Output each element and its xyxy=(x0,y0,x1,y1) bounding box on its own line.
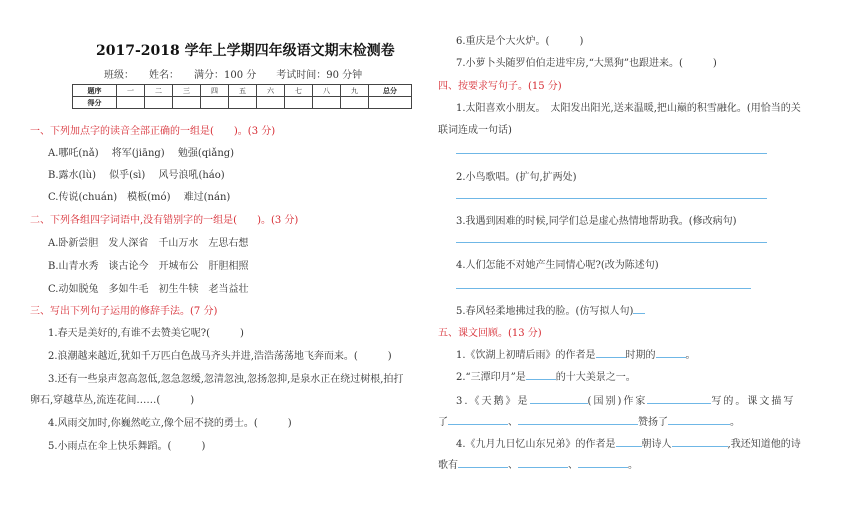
question-5-4-line2 xyxy=(438,456,638,471)
q5-2-text-b: 的十大美景之一。 xyxy=(555,372,636,383)
q5-4-text-e: 、 xyxy=(508,460,518,471)
score-total-label: 总分 xyxy=(369,85,412,97)
q5-1-text-b: 时期的 xyxy=(625,350,656,361)
score-cell[interactable] xyxy=(145,97,173,109)
answer-line-4-1[interactable] xyxy=(456,153,767,154)
option-1c: C.传说(chuán) 模板(mó) 难过(nán) xyxy=(48,192,231,203)
question-3-3-line2: 卵石,穿越草丛,流连花间……( ) xyxy=(30,395,195,406)
answer-blank-4-5[interactable] xyxy=(633,303,645,314)
q5-3-text-b: (国别)作家 xyxy=(587,396,648,407)
score-cell[interactable] xyxy=(201,97,229,109)
score-col: 三 xyxy=(173,85,201,97)
section-1-heading: 一、下列加点字的读音全部正确的一组是( )。(3 分) xyxy=(30,126,276,137)
question-5-4-line1 xyxy=(456,435,801,450)
score-col: 一 xyxy=(117,85,145,97)
q5-3-text-d: 了 xyxy=(438,417,448,428)
option-2b: B.山青水秀 谈古论今 开城布公 肝胆相照 xyxy=(48,261,249,272)
question-3-3-line1: 3.还有一些泉声忽高忽低,忽急忽缓,忽清忽浊,忽扬忽抑,是泉水正在绕过树根,拍打 xyxy=(48,374,404,385)
answer-blank[interactable] xyxy=(668,414,730,425)
q5-3-text-a: 3.《天鹅》是 xyxy=(456,396,530,407)
score-col: 六 xyxy=(257,85,285,97)
score-col: 九 xyxy=(341,85,369,97)
score-row-label: 得分 xyxy=(73,97,117,109)
answer-blank[interactable] xyxy=(596,347,626,358)
q5-4-text-a: 4.《九月九日忆山东兄弟》的作者是 xyxy=(456,439,616,450)
score-cell[interactable] xyxy=(173,97,201,109)
question-5-3-line1 xyxy=(456,392,795,407)
section-2-heading: 二、下列各组四字词语中,没有错别字的一组是( )。(3 分) xyxy=(30,215,299,226)
question-5-3-line2 xyxy=(438,413,740,428)
answer-blank[interactable] xyxy=(616,436,642,447)
score-col: 二 xyxy=(145,85,173,97)
answer-line-4-2[interactable] xyxy=(456,198,767,199)
question-4-3: 3.我遇到困难的时候,同学们总是虚心热情地帮助我。(修改病句) xyxy=(456,216,737,227)
answer-blank[interactable] xyxy=(518,414,638,425)
q5-3-text-f: 赞扬了 xyxy=(638,417,668,428)
q5-1-text-c: 。 xyxy=(685,350,696,361)
q5-3-text-c: 写的。课文描写 xyxy=(711,396,796,407)
score-col: 七 xyxy=(285,85,313,97)
q5-4-text-c: ,我还知道他的诗 xyxy=(727,439,801,450)
question-4-1-line2: 联词连成一句话) xyxy=(438,125,512,136)
question-4-5-text: 5.春风轻柔地拂过我的脸。(仿写拟人句) xyxy=(456,306,634,317)
score-cell[interactable] xyxy=(313,97,341,109)
question-5-2 xyxy=(456,368,636,383)
score-cell[interactable] xyxy=(285,97,313,109)
score-col: 四 xyxy=(201,85,229,97)
answer-blank[interactable] xyxy=(448,414,508,425)
score-table-label: 题序 xyxy=(73,85,117,97)
q5-3-text-e: 、 xyxy=(508,417,518,428)
q5-4-text-f: 、 xyxy=(568,460,578,471)
score-cell[interactable] xyxy=(257,97,285,109)
question-4-5 xyxy=(456,302,645,317)
section-5-heading: 五、课文回顾。(13 分) xyxy=(438,328,542,339)
score-table-score-row xyxy=(73,97,412,109)
q5-2-text-a: 2.“三潭印月”是 xyxy=(456,372,526,383)
question-4-4: 4.人们怎能不对她产生同情心呢?(改为陈述句) xyxy=(456,260,659,271)
q5-4-text-d: 歌有 xyxy=(438,460,458,471)
question-4-1-line1: 1.太阳喜欢小朋友。 太阳发出阳光,送来温暖,把山巅的积雪融化。(用恰当的关 xyxy=(456,103,801,114)
score-col: 五 xyxy=(229,85,257,97)
question-3-4: 4.风雨交加时,你巍然屹立,像个屈不挠的勇士。( ) xyxy=(48,418,292,429)
score-total-cell[interactable] xyxy=(369,97,412,109)
answer-blank[interactable] xyxy=(526,369,556,380)
option-2c: C.动如脱兔 多如牛毛 初生牛犊 老当益壮 xyxy=(48,284,249,295)
q5-4-text-b: 朝诗人 xyxy=(641,439,672,450)
answer-line-4-4[interactable] xyxy=(456,288,751,289)
score-table xyxy=(72,84,412,109)
page-title: 2017-2018 学年上学期四年级语文期末检测卷 xyxy=(96,43,395,59)
score-cell[interactable] xyxy=(341,97,369,109)
answer-blank[interactable] xyxy=(672,436,728,447)
q5-4-text-g: 。 xyxy=(628,460,638,471)
answer-blank[interactable] xyxy=(647,393,711,404)
question-3-1: 1.春天是美好的,有谁不去赞美它呢?( ) xyxy=(48,328,244,339)
answer-blank[interactable] xyxy=(656,347,686,358)
option-2a: A.卧新尝胆 发人深省 千山万水 左思右想 xyxy=(48,238,249,249)
score-col: 八 xyxy=(313,85,341,97)
option-1b: B.露水(lù) 似乎(sì) 风号浪吼(háo) xyxy=(48,170,225,181)
answer-blank[interactable] xyxy=(458,457,508,468)
exam-meta: 班级： 姓名： 满分：100 分 考试时间：90 分钟 xyxy=(104,70,363,81)
score-cell[interactable] xyxy=(229,97,257,109)
question-5-1 xyxy=(456,346,696,361)
question-3-5: 5.小雨点在伞上快乐舞蹈。( ) xyxy=(48,441,206,452)
question-3-2: 2.浪潮越来越近,犹如千万匹白色战马齐头并进,浩浩荡荡地飞奔而来。( ) xyxy=(48,351,392,362)
question-3-6: 6.重庆是个大火炉。( ) xyxy=(456,36,584,47)
q5-3-text-g: 。 xyxy=(730,417,740,428)
answer-blank[interactable] xyxy=(578,457,628,468)
score-table-header-row xyxy=(73,85,412,97)
answer-blank[interactable] xyxy=(530,393,588,404)
question-3-7: 7.小萝卜头随罗伯伯走进牢房,“大黑狗”也跟进来。( ) xyxy=(456,58,717,69)
score-cell[interactable] xyxy=(117,97,145,109)
question-4-2: 2.小鸟歌唱。(扩句,扩两处) xyxy=(456,172,577,183)
answer-line-4-3[interactable] xyxy=(456,242,767,243)
q5-1-text-a: 1.《饮湖上初晴后雨》的作者是 xyxy=(456,350,596,361)
section-4-heading: 四、按要求写句子。(15 分) xyxy=(438,81,562,92)
answer-blank[interactable] xyxy=(518,457,568,468)
section-3-heading: 三、写出下列句子运用的修辞手法。(7 分) xyxy=(30,306,218,317)
option-1a: A.哪吒(nǎ) 将军(jiāng) 勉强(qiǎng) xyxy=(48,148,235,159)
